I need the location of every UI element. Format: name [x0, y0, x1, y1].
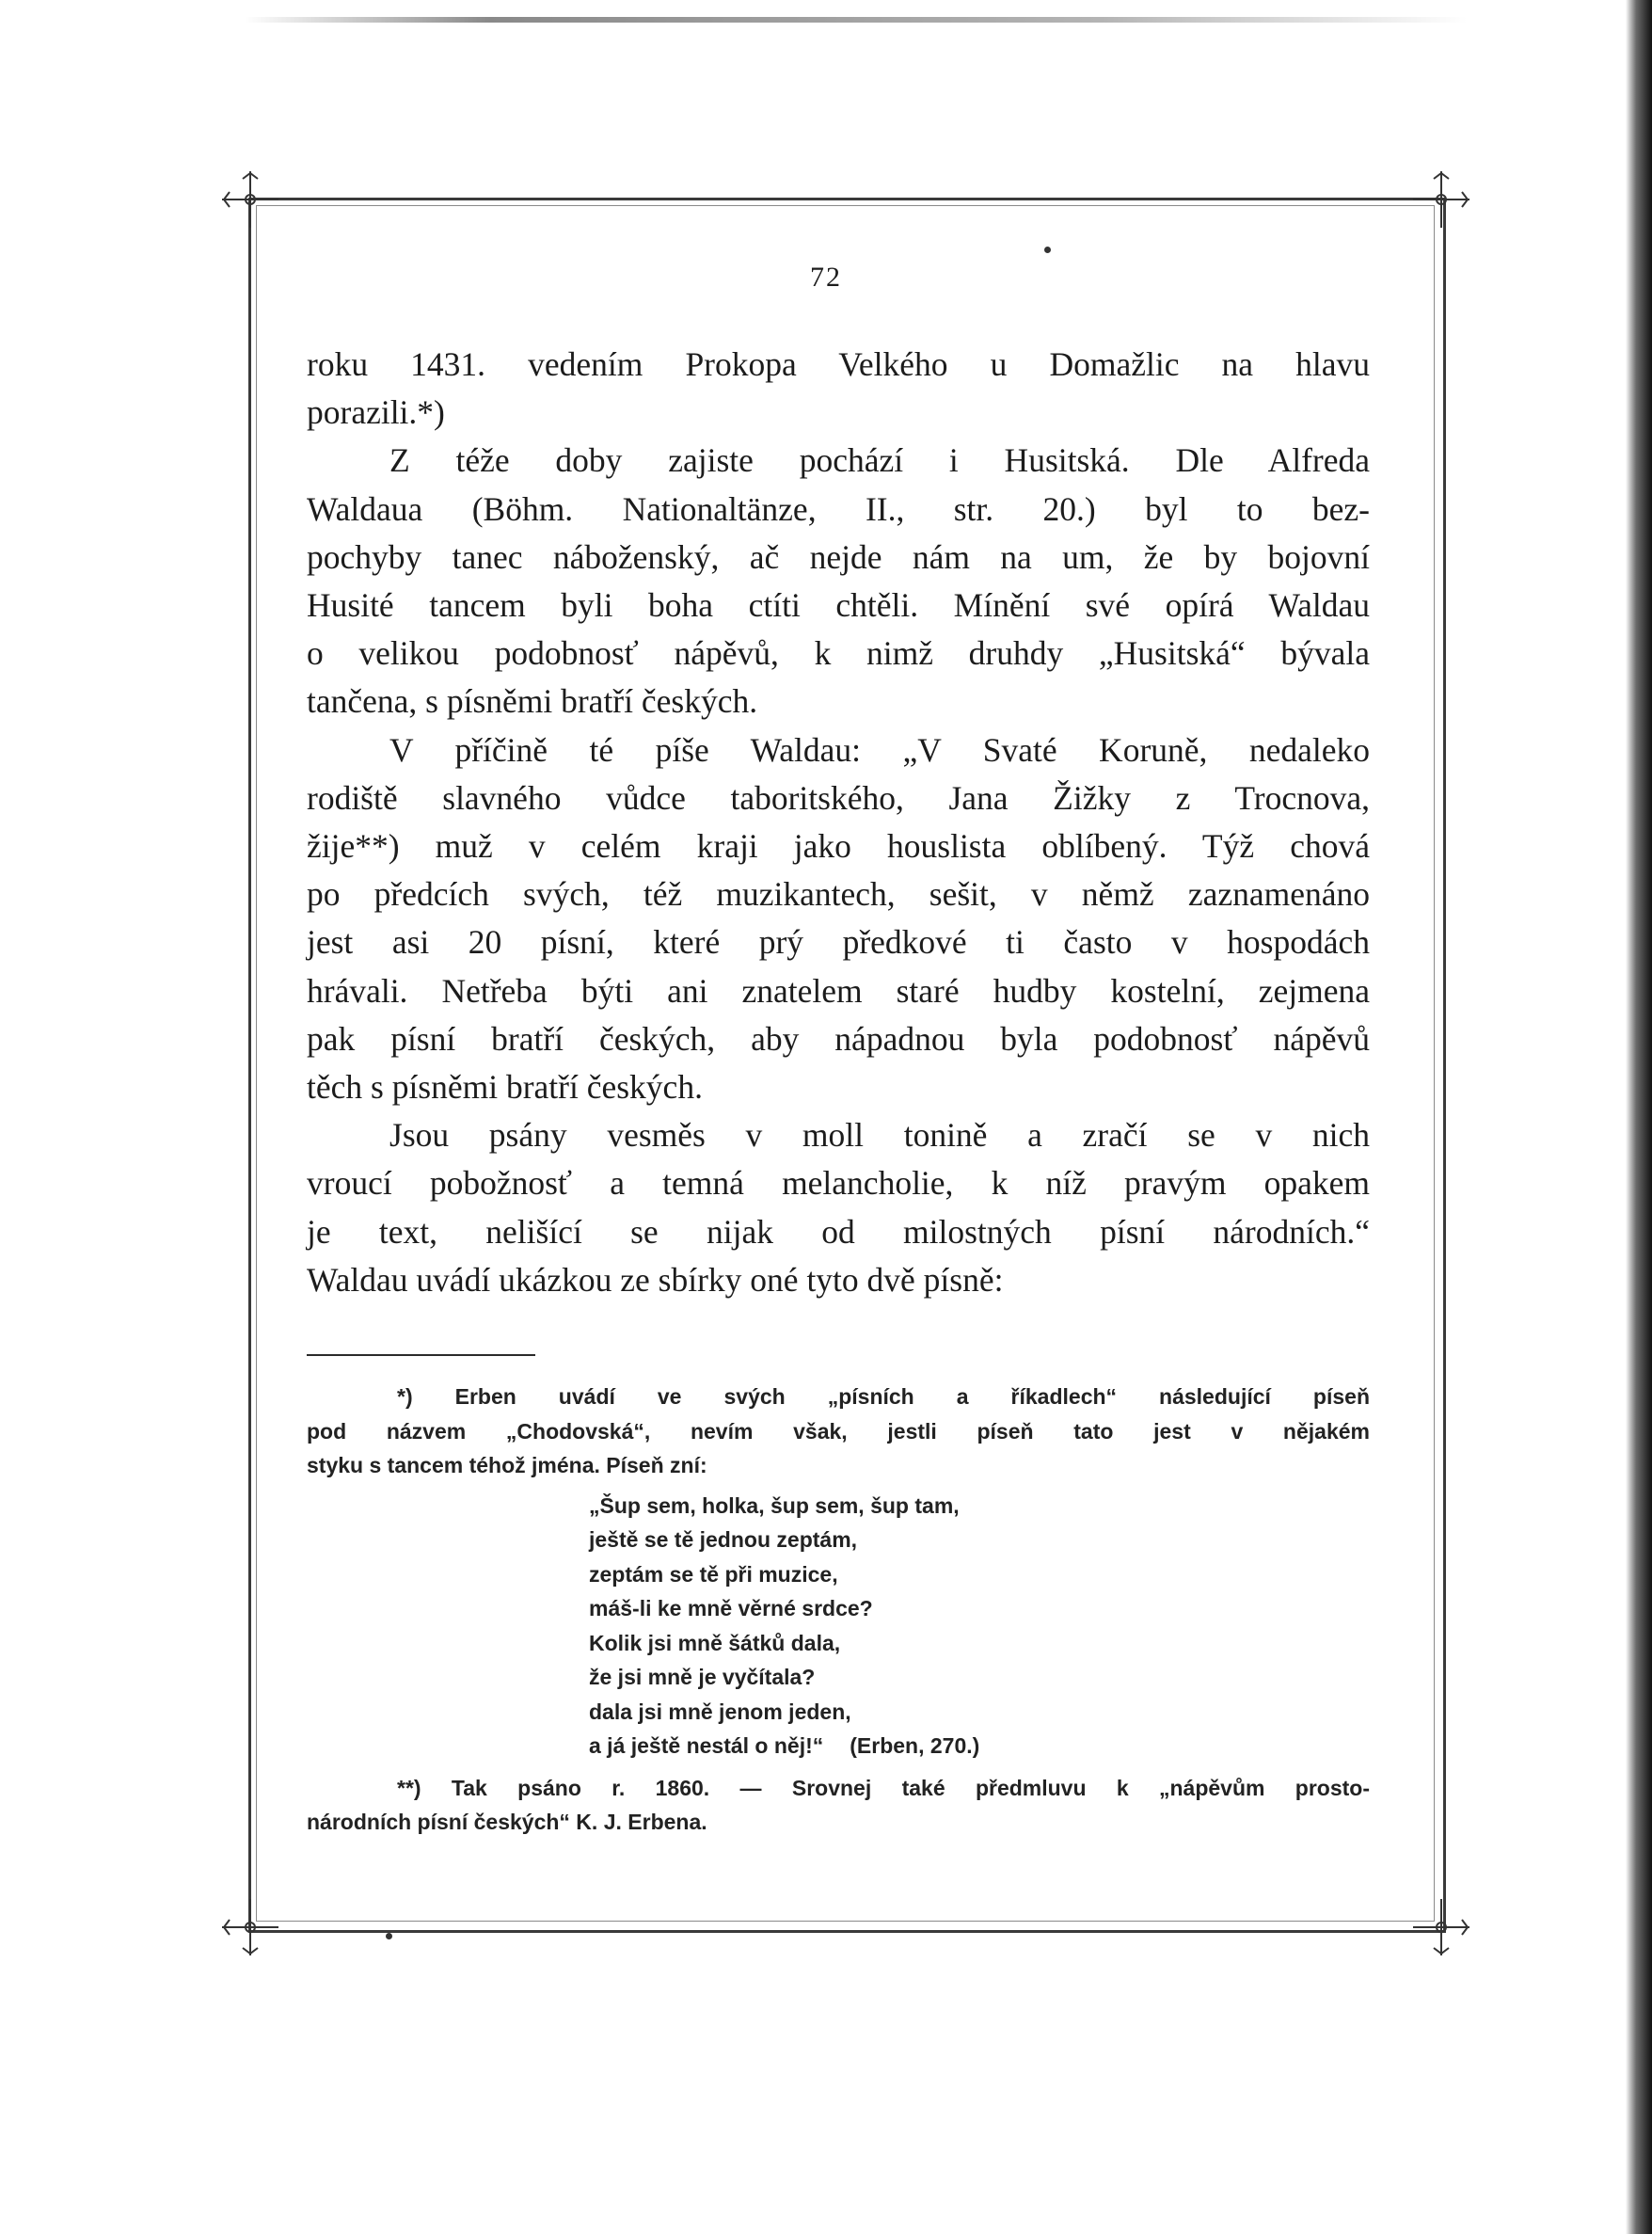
footnote-line: národních písní českých“ K. J. Erbena.	[307, 1810, 707, 1834]
body-line: jest asi 20 písní, které prý předkové ti často v hospodách	[307, 923, 1370, 962]
verse-citation: (Erben, 270.)	[850, 1733, 980, 1758]
corner-ornament-icon	[1413, 171, 1469, 228]
verse-line-text: a já ještě nestál o něj!“	[589, 1733, 824, 1758]
body-line: Waldau uvádí ukázkou ze sbírky oné tyto dvě písně:	[307, 1260, 1004, 1299]
body-line: rodiště slavného vůdce taboritského, Jana Žižky z Trocnova,	[307, 778, 1370, 817]
body-line: V příčině té píše Waldau: „V Svaté Koruně, nedaleko	[389, 730, 1370, 769]
print-speck	[386, 1933, 392, 1939]
body-line: je text, nelišící se nijak od milostných písní národních.“	[307, 1212, 1370, 1251]
body-line: Jsou psány vesměs v moll tonině a zračí se v nich	[389, 1116, 1370, 1155]
scan-top-smudge	[245, 17, 1468, 23]
page-number: 72	[810, 262, 842, 293]
corner-ornament-icon	[1413, 1899, 1469, 1955]
corner-ornament-icon	[222, 1899, 278, 1955]
print-speck	[1044, 247, 1051, 253]
corner-ornament-icon	[222, 171, 278, 228]
footnote-separator	[307, 1354, 535, 1356]
main-text	[307, 341, 1370, 1304]
body-line: Waldaua (Böhm. Nationaltänze, II., str. 20.) byl to bez-	[307, 489, 1370, 528]
verse-line: „Šup sem, holka, šup sem, šup tam,	[589, 1492, 960, 1518]
body-line: Z téže doby zajiste pochází i Husitská. Dle Alfreda	[389, 441, 1370, 480]
body-line: těch s písněmi bratří českých.	[307, 1068, 703, 1107]
body-line: vroucí pobožnosť a temná melancholie, k níž pravým opakem	[307, 1164, 1370, 1203]
verse-line: máš-li ke mně věrné srdce?	[589, 1596, 873, 1620]
body-line: po předcích svých, též muzikantech, sešit, v němž zaznamenáno	[307, 875, 1370, 914]
verse-line	[589, 1729, 1370, 1763]
body-line: roku 1431. vedením Prokopa Velkého u Domažlic na hlavu	[307, 345, 1370, 383]
body-line: hrávali. Netřeba býti ani znatelem staré hudby kostelní, zejmena	[307, 971, 1370, 1010]
body-line: pochyby tanec náboženský, ač nejde nám na um, že by bojovní	[307, 537, 1370, 576]
footnotes	[307, 1380, 1370, 1840]
body-line: pak písní bratří českých, aby nápadnou byla podobnosť nápěvů	[307, 1019, 1370, 1058]
verse-line: dala jsi mně jenom jeden,	[589, 1699, 851, 1724]
body-line: tančena, s písněmi bratří českých.	[307, 682, 758, 721]
scan-edge-shadow	[1626, 0, 1652, 2234]
footnote-line: styku s tancem téhož jména. Píseň zní:	[307, 1453, 707, 1477]
footnote-line: **) Tak psáno r. 1860. — Srovnej také předmluvu k „nápěvům prosto-	[397, 1775, 1370, 1800]
body-line: o velikou podobnosť nápěvů, k nimž druhdy „Husitská“ bývala	[307, 634, 1370, 673]
verse-line: Kolik jsi mně šátků dala,	[589, 1630, 841, 1655]
verse-line: že jsi mně je vyčítala?	[589, 1665, 816, 1689]
quoted-verse	[589, 1489, 1370, 1763]
verse-line: zeptám se tě při muzice,	[589, 1561, 838, 1587]
body-line: žije**) muž v celém kraji jako houslista oblíbený. Týž chová	[307, 827, 1370, 866]
body-line: porazili.*)	[307, 393, 445, 432]
footnote-line: pod názvem „Chodovská“, nevím však, jestli píseň tato jest v nějakém	[307, 1418, 1370, 1444]
footnote-line: *) Erben uvádí ve svých „písních a říkadlech“ následující píseň	[397, 1384, 1370, 1409]
verse-line: ještě se tě jednou zeptám,	[589, 1527, 858, 1552]
body-line: Husité tancem byli boha ctíti chtěli. Mínění své opírá Waldau	[307, 586, 1370, 625]
